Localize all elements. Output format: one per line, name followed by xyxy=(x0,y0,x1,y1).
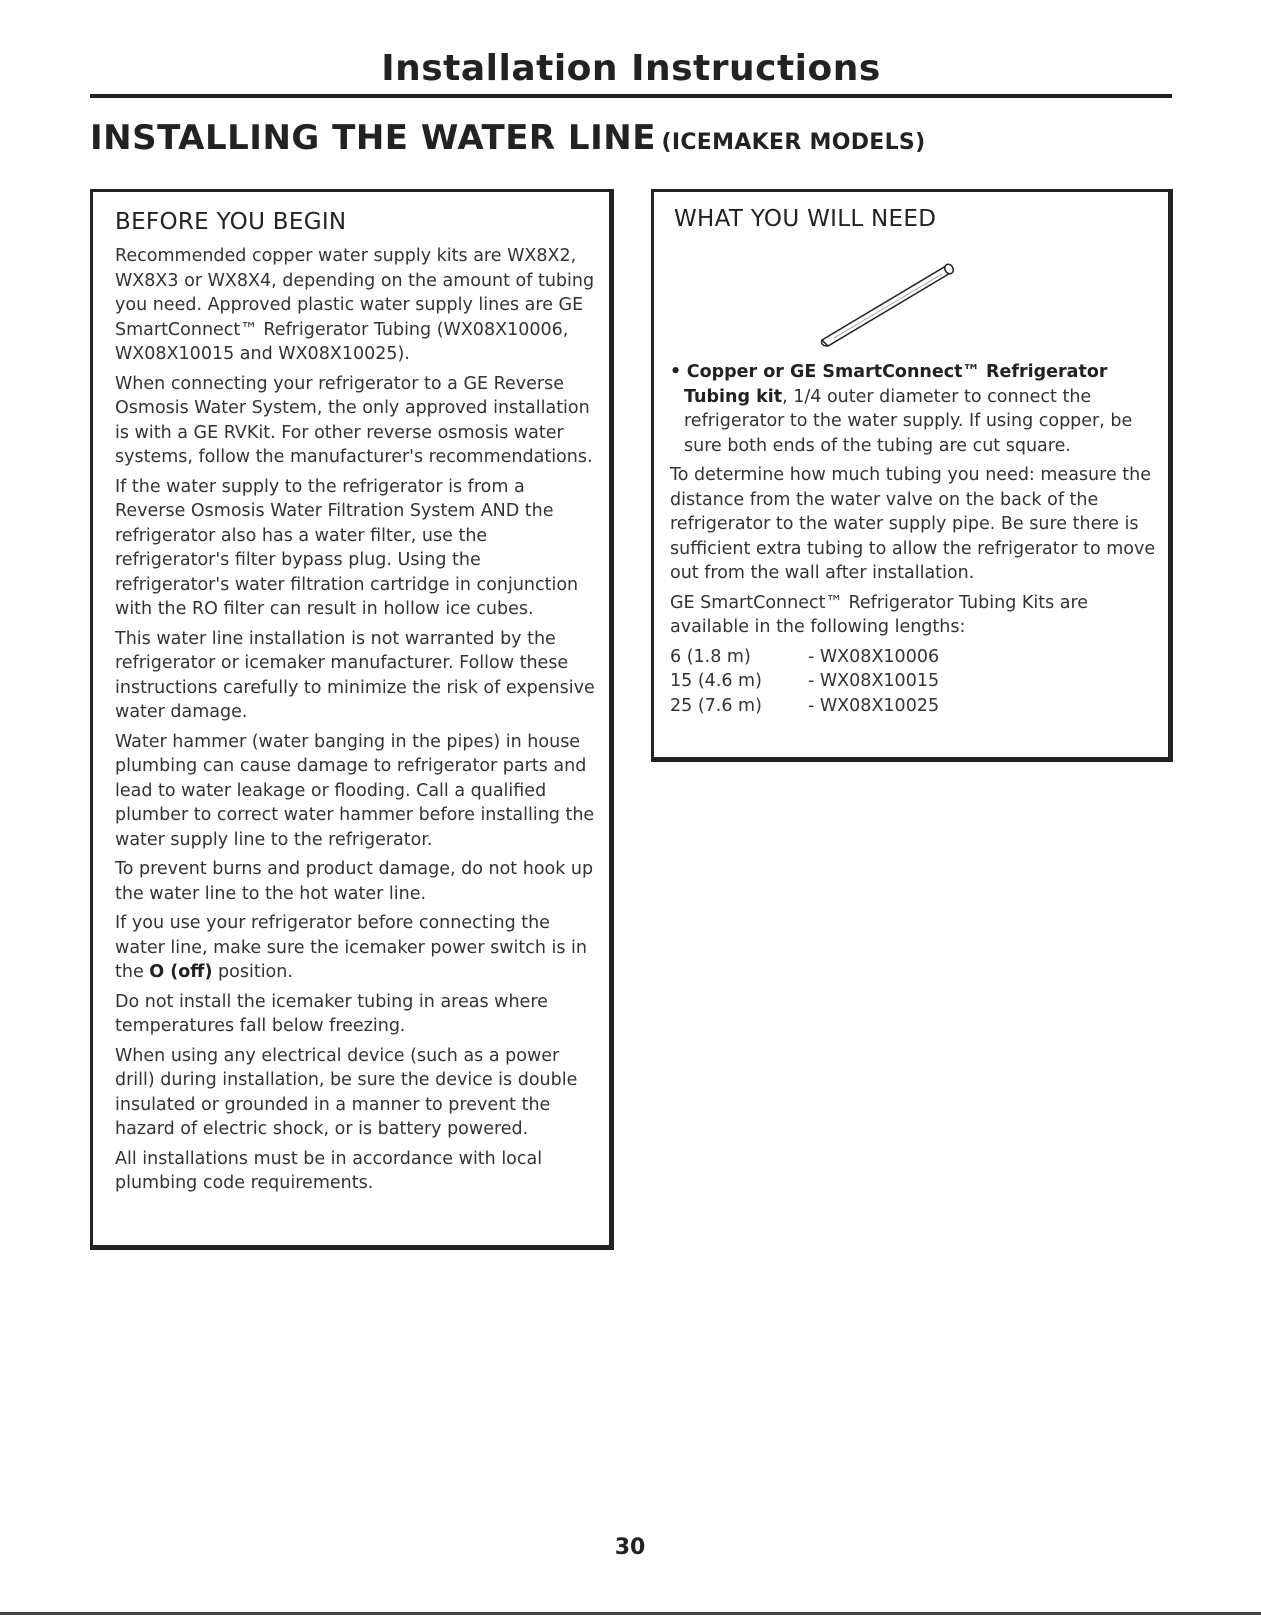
length-part-number: - WX08X10006 xyxy=(808,646,940,667)
header-rule xyxy=(90,94,1172,98)
text-run: , 1/4 outer diameter to connect the refrigerator to the water supply. If using copper, be sure both ends of the tubing are cut square. xyxy=(684,386,1133,456)
before-you-begin-box xyxy=(90,189,614,1250)
list-item xyxy=(670,669,1162,694)
before-you-begin-title: BEFORE YOU BEGIN xyxy=(115,209,347,235)
paragraph: Do not install the icemaker tubing in areas where temperatures fall below freezing. xyxy=(115,991,548,1036)
length-size: 15 (4.6 m) xyxy=(670,671,762,691)
page-number: 30 xyxy=(614,1535,646,1560)
length-size: 25 (7.6 m) xyxy=(670,695,762,716)
bullet-marker: • xyxy=(670,362,682,382)
paragraph: All installations must be in accordance with local plumbing code requirements. xyxy=(115,1148,543,1193)
tubing-kit-name: Copper or GE SmartConnect™ Refrigerator Tubing kit xyxy=(684,362,1108,407)
paragraph: This water line installation is not warranted by the refrigerator or icemaker manufacturer. Follow these instructions carefully to minimize the risk of expensive water damage. xyxy=(115,628,595,722)
section-title xyxy=(90,118,925,158)
list-item xyxy=(670,694,1162,719)
bottom-rule xyxy=(0,1612,1261,1615)
paragraph: To prevent burns and product damage, do not hook up the water line to the hot water line. xyxy=(115,859,594,904)
off-position-label: O (off) xyxy=(149,962,213,982)
paragraph: If the water supply to the refrigerator is from a Reverse Osmosis Water Filtration System AND the refrigerator also has a water filter, use the refrigerator's filter bypass plug. Using the refrigerator's water filtration cartridge in conjunction with the RO filter can result in hollow ice cubes. xyxy=(115,476,579,619)
tubing-kit-bullet xyxy=(670,360,1162,458)
section-title-main: INSTALLING THE WATER LINE xyxy=(90,118,656,158)
page-header: Installation Instructions xyxy=(381,48,881,89)
paragraph: When using any electrical device (such as a power drill) during installation, be sure the device is double insulated or grounded in a manner to prevent the hazard of electric shock, or is battery powered. xyxy=(115,1045,578,1139)
paragraph: Recommended copper water supply kits are WX8X2, WX8X3 or WX8X4, depending on the amount of tubing you need. Approved plastic water supply lines are GE SmartConnect™ Refrigerator Tubing (WX08X10006, WX08X10015 and WX08X10025). xyxy=(115,246,595,364)
power-switch-paragraph xyxy=(115,911,595,985)
paragraph: To determine how much tubing you need: measure the distance from the water valve on the back of the refrigerator to the water supply pipe. Be sure there is sufficient extra tubing to allow the refrigerator to move out from the wall after installation. xyxy=(670,465,1156,583)
section-title-subtitle: (ICEMAKER MODELS) xyxy=(661,130,926,155)
text-run: position. xyxy=(212,962,293,982)
length-part-number: - WX08X10025 xyxy=(808,695,940,716)
what-you-will-need-text xyxy=(670,360,1162,718)
paragraph: Water hammer (water banging in the pipes) in house plumbing can cause damage to refrigerator parts and lead to water leakage or flooding. Call a qualified plumber to correct water hammer before installing the water supply line to the refrigerator. xyxy=(115,731,595,850)
paragraph: When connecting your refrigerator to a GE Reverse Osmosis Water System, the only approved installation is with a GE RVKit. For other reverse osmosis water systems, follow the manufacturer's recommendations. xyxy=(115,373,593,467)
tubing-lengths-list xyxy=(670,645,1162,719)
before-you-begin-text xyxy=(115,244,595,1201)
length-size: 6 (1.8 m) xyxy=(670,646,751,667)
what-you-will-need-title: WHAT YOU WILL NEED xyxy=(674,206,937,232)
list-item xyxy=(670,645,1162,670)
text-run: If you use your refrigerator before connecting the water line, make sure the icemaker power switch is in the xyxy=(115,913,588,982)
what-you-will-need-box xyxy=(651,189,1173,762)
paragraph: GE SmartConnect™ Refrigerator Tubing Kits are available in the following lengths: xyxy=(670,592,1089,637)
tubing-icon xyxy=(814,254,974,354)
length-part-number: - WX08X10015 xyxy=(808,671,940,691)
